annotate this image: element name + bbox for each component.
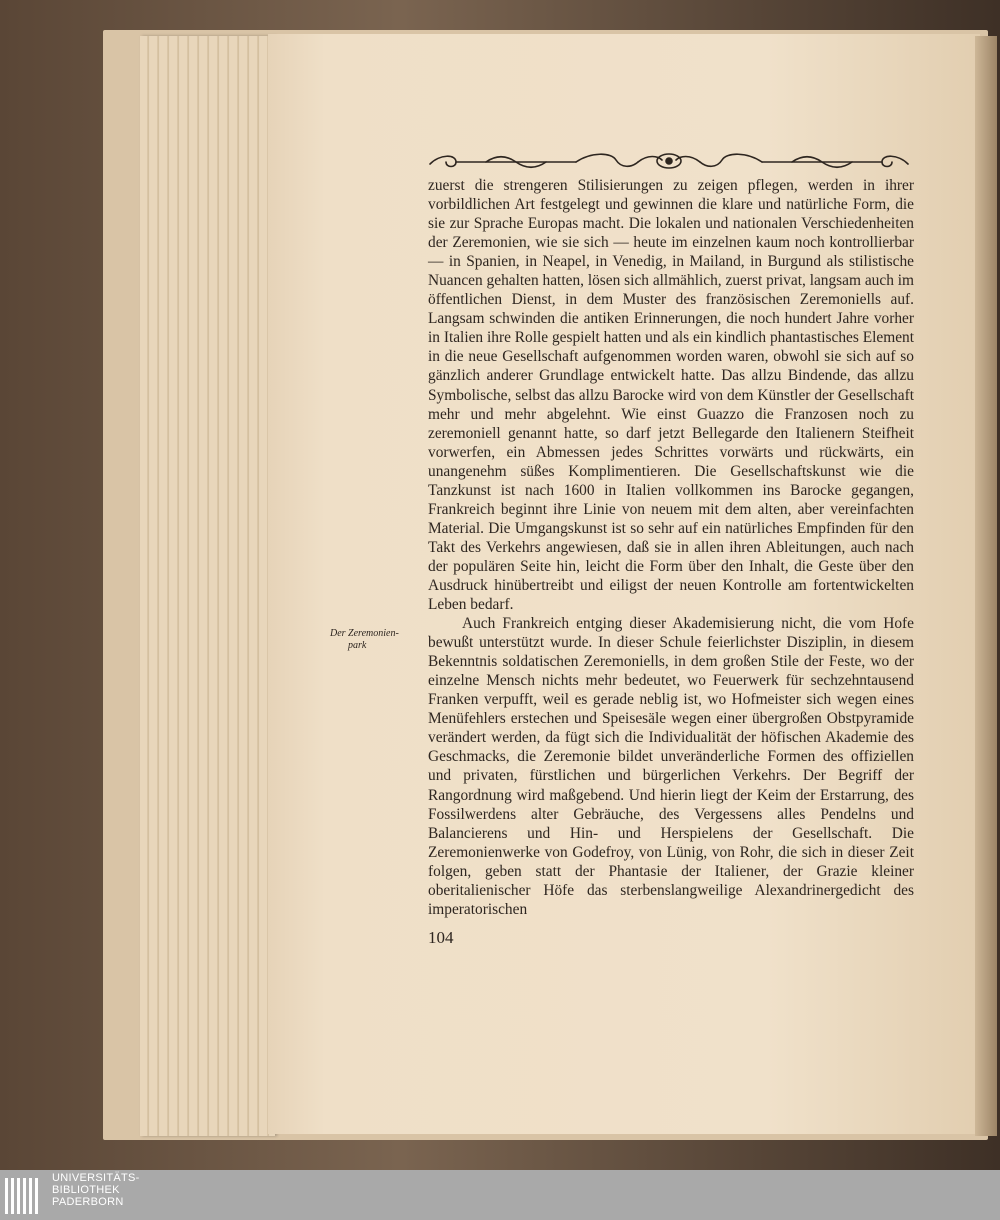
library-name-line-3: PADERBORN	[52, 1196, 124, 1208]
library-footer	[0, 1170, 1000, 1220]
library-name-line-2: BIBLIOTHEK	[52, 1184, 120, 1196]
library-name	[52, 1172, 140, 1208]
page-stack-edges	[140, 36, 275, 1136]
paragraph-1: zuerst die strengeren Stilisierungen zu zeigen pflegen, werden in ihrer vorbildlichen Art festgelegt und gewinnen die klare und natürliche Form, die sie zur Sprache Europas macht. Die lokalen und nationalen Verschiedenheiten der Zeremonien, wie sie sich — heute im einzelnen kaum noch kontrollierbar — in Spanien, in Neapel, in Venedig, in Mailand, in Burgund als stilistische Nuancen gehalten hatten, lösen sich allmählich, zuerst privat, langsam auch im öffentlichen Dienst, in dem Muster des französischen Zeremoniells auf. Langsam schwinden die antiken Erinnerungen, die noch hundert Jahre vorher in Italien ihre Rolle gespielt hatten und als ein kindlich phantastisches Element in die neue Gesellschaft aufgenommen worden waren, obwohl sie sich auf so gänzlich anderer Grundlage entwickelt hatte. Das allzu Bindende, das allzu Symbolische, selbst das allzu Barocke wird von dem Künstler der Gesellschaft mehr und mehr abgelehnt. Wie einst Guazzo die Franzosen noch zu zeremoniell genannt hatte, so darf jetzt Bellegarde den Italienern Steifheit vorwerfen, ein Abmessen jedes Schrittes vorwärts und rückwärts, ein unangenehm süßes Komplimentieren. Die Gesellschaftskunst wie die Tanzkunst ist nach 1600 in Italien vollkommen ins Barocke gegangen, Frankreich beginnt ihre Linie von neuem mit dem alten, aber vereinfachten Material. Die Umgangskunst ist so sehr auf ein natürliches Empfinden für den Takt des Verkehrs angewiesen, daß sie in allen ihren Ableitungen, auch nach der populären Seite hin, leicht die Form über den Inhalt, die Geste über den Ausdruck hinübertreibt und eiligst der neuen Kontrolle am fortentwickelten Leben bedarf.	[428, 177, 914, 614]
ornament-headpiece	[426, 150, 912, 172]
margin-note	[330, 628, 430, 652]
margin-note-line-2: park	[348, 640, 367, 651]
body-text	[428, 176, 914, 919]
margin-note-line-1: Der Zeremonien-	[330, 628, 399, 639]
library-logo-icon	[4, 1174, 44, 1216]
page-edge-shadow	[975, 36, 997, 1136]
library-name-line-1: UNIVERSITÄTS-	[52, 1172, 140, 1184]
page-number: 104	[428, 928, 454, 947]
paragraph-2: Auch Frankreich entging dieser Akademisierung nicht, die vom Hofe bewußt unterstützt wurde. In dieser Schule feierlichster Disziplin, in diesem Bekenntnis soldatischen Zeremoniells, in dem großen Stile der Feste, wo der einzelne Mensch nichts mehr bedeutet, wo Feuerwerk für sechzehntausend Franken verpufft, weil es gerade neblig ist, wo Hofmeister sich wegen eines Menüfehlers erstechen und Speisesäle wegen einer übergroßen Obstpyramide verändert werden, da fügt sich die Individualität der höfischen Akademie des Geschmacks, die Zeremonie bildet unveränderliche Formen des offiziellen und privaten, fürstlichen und bürgerlichen Verkehrs. Der Begriff der Rangordnung wird maßgebend. Und hierin liegt der Keim der Erstarrung, des Fossilwerdens alter Gebräuche, des Vergessens alles Pendelns und Balancierens und Hin- und Herspielens der Gesellschaft. Die Zeremonienwerke von Godefroy, von Lünig, von Rohr, die sich in dieser Zeit folgen, geben statt der Phantasie der Italiener, der Grazie kleiner oberitalienischer Höfe das sterbenslangweilige Alexandrinergedicht des imperatorischen	[428, 615, 914, 918]
